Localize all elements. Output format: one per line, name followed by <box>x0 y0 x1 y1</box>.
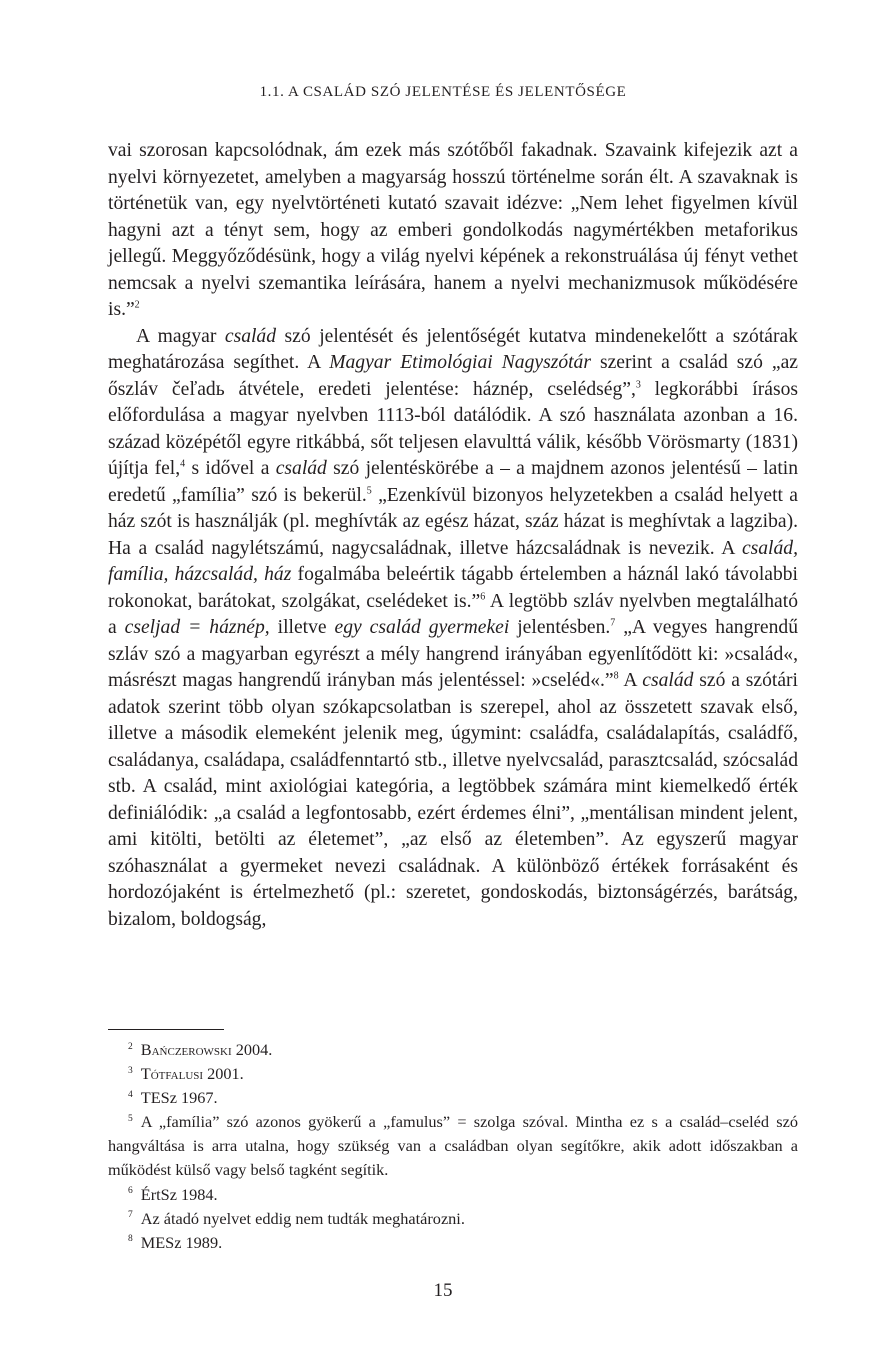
running-header: 1.1. A CSALÁD SZÓ JELENTÉSE ÉS JELENTŐSÉGE <box>259 84 627 100</box>
footnote <box>108 1183 798 1207</box>
footnote <box>108 1110 798 1182</box>
footnote <box>108 1207 798 1231</box>
footnote-text: Az átadó nyelvet eddig nem tudták meghatározni. <box>140 1208 465 1228</box>
paragraph-text: vai szorosan kapcsolódnak, ám ezek más szótőből fakadnak. Szavaink kifejezik azt a nyelvi környezetet, amelyben a magyarság hosszú történelme során élt. A szavaknak is történetük van, egy nyelvtörténeti kutató szavait idézve: „Nem lehet figyelmen kívül hagyni azt a tényt sem, hogy az emberi gondolkodás nagymértékben metaforikus jellegű. Meggyőződésünk, hogy a világ nyelvi képének a rekonstruálása új fényt vethet nemcsak a nyelvi szemantika leírására, hanem a nyelvi mechanizmusok működésére is.” <box>108 140 798 320</box>
footnote-number: 4 <box>128 1089 133 1100</box>
footnote <box>108 1086 798 1110</box>
footnote-ref: 6 <box>480 590 486 602</box>
emphasis: egy család gyermekei <box>334 617 510 638</box>
footnote <box>108 1062 798 1086</box>
footnote-text: A „família” szó azonos gyökerű a „famulus” = szolga szóval. Mintha ez s a család–cseléd szó hangváltása is arra utalna, hogy szükség van a családban olyan segítőkre, akik adott időszakban a működést külső vagy belső tagként segítik. <box>108 1112 798 1180</box>
emphasis: család <box>642 670 694 691</box>
emphasis: Magyar Etimológiai Nagyszótár <box>329 352 591 373</box>
footnote-ref: 3 <box>635 378 641 390</box>
footnote-number: 6 <box>128 1186 133 1197</box>
footnote-ref: 4 <box>180 458 186 470</box>
footnote-ref: 8 <box>613 670 619 682</box>
footnote <box>108 1231 798 1255</box>
emphasis: család <box>275 458 327 479</box>
footnote-ref: 7 <box>610 617 616 629</box>
page-number: 15 <box>433 1280 453 1301</box>
footnote-number: 7 <box>128 1210 133 1221</box>
emphasis: család <box>224 325 277 347</box>
emphasis: cseljad = háznép, <box>124 617 270 638</box>
emphasis: család, família, házcsalád, ház <box>108 537 798 585</box>
footnote <box>108 1038 798 1062</box>
body-text <box>108 138 798 933</box>
footnote-separator <box>108 1029 224 1030</box>
footnote-text: Bańczerowski 2004. <box>140 1040 273 1059</box>
footnote-text: TESz 1967. <box>140 1088 218 1108</box>
footnote-text: ÉrtSz 1984. <box>140 1184 218 1204</box>
footnote-number: 5 <box>128 1113 133 1124</box>
paragraph: A magyar család szó jelentését és jelentőségét kutatva mindenekelőtt a szótárak meghatározása segíthet. A Magyar Etimológiai Nagyszótár szerint a család szó „az őszláv čeľadь átvétele, eredeti jelentése: háznép, cselédség”,$^3$ legkorábbi írásos előfordulása a magyar nyelvben 1113-ból datálódik. A szó használata azonban a 16. század középétől egyre ritkábbá, sőt teljesen elavulttá válik, később Vörösmarty (1831) újítja fel,$^4$ s idővel a család szó jelentéskörébe a – a majdnem azonos jelentésű – latin eredetű „família” szó is bekerül.$^5$ „Ezenkívül bizonyos helyzetekben a család helyett a ház szót is használják (pl. meghívták az egész házat, száz házat is meghívtak a lagziba). Ha a család nagylétszámú, nagycsaládnak, illetve házcsaládnak is nevezik. A család, família, házcsalád, ház fogalmába beleértik tágabb értelemben a háznál lakó távolabbi rokonokat, barátokat, szolgákat, cselédeket is.”$^6$ A legtöbb szláv nyelvben megtalálható a cseljad = háznép, illetve egy család gyermekei jelentésben.$^7$ „A vegyes hangrendű szláv szó a magyarban egyrészt a mély hangrend irányában egyenlítődött ki: »család«, másrészt magas hangrendű irányban más jelentéssel: »cseléd«.”$^8$ A család szó a szótári adatok szerint több olyan szókapcsolatban is szerepel, ahol az összetett szavak első, illetve a második elemeként jelenik meg, úgymint: családfa, családalapítás, családfő, családanya, családapa, családfenntartó stb., illetve nyelvcsalád, parasztcsalád, szócsalád stb. A család, mint axiológiai kategória, a legtöbbek számára mint kiemelkedő érték definiálódik: „a család a legfontosabb, ezért érdemes élni”, „mentálisan mindent jelent, ami kitölti, betölti az életemet”, „az első az életemben”. Az egyszerű magyar szóhasználat a gyermeket nevezi családnak. A különböző értékek forrásaként és hordozójaként is értelmezhető (pl.: szeretet, gondoskodás, biztonságérzés, barátság, bizalom, boldogság, <box>108 325 799 930</box>
footnote-ref: 5 <box>366 484 372 496</box>
footnote-number: 2 <box>128 1041 133 1052</box>
footnotes <box>108 1038 798 1255</box>
paragraph-continued <box>108 138 798 324</box>
footnote-ref: 2 <box>134 299 140 311</box>
footnote-number: 8 <box>128 1234 133 1245</box>
footnote-text: Tótfalusi 2001. <box>140 1064 244 1084</box>
footnote-text: MESz 1989. <box>140 1232 223 1252</box>
footnote-number: 3 <box>128 1065 133 1076</box>
